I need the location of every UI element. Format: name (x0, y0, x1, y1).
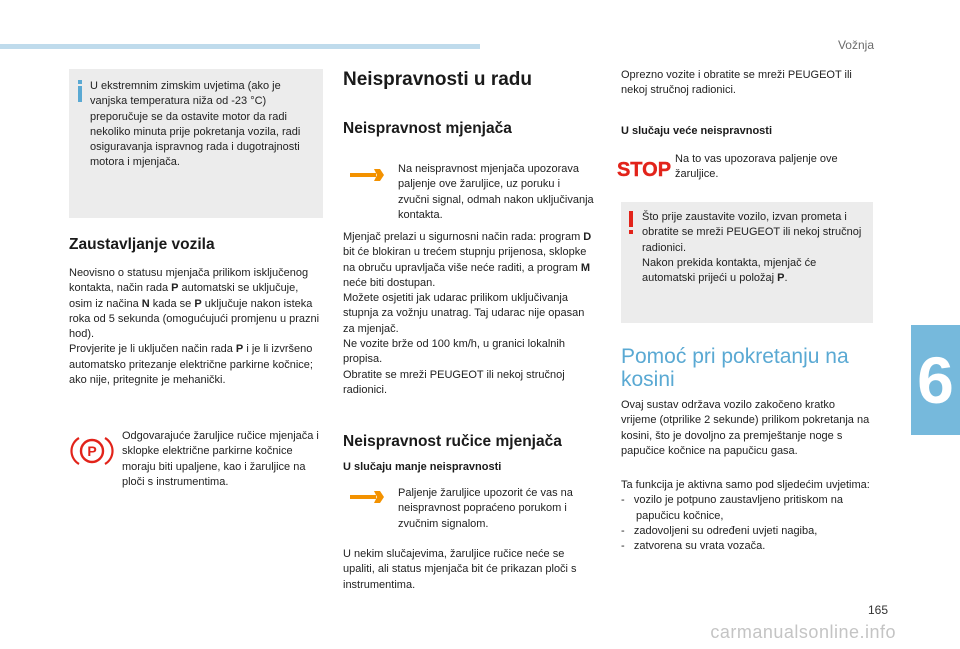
watermark: carmanualsonline.info (710, 622, 896, 642)
subheading-minor-fault: U slučaju manje neispravnosti (343, 461, 502, 473)
gearbox-paragraph: Mjenjač prelazi u sigurnosni način rada: program D bit će blokiran u trećem stupnju prijenosa, sklopke na obruču upravljača više neće raditi, a program M neće biti dostupan. Možete osjetiti jak udarac prilikom uključivanja stupnja za vožnju unatrag. Taj udarac nije opasan za mjenjač. Ne vozite brže od 100 km/h, u granici lokalnih propisa. Obratite se mreži PEUGEOT ili nekoj stručnoj radionici. (343, 231, 592, 396)
subheading-major-fault: U slučaju veće neispravnosti (621, 125, 773, 137)
stopping-paragraph: Neovisno o statusu mjenjača prilikom isključenog kontakta, način rada P automatski se uključuje, osim iz načina N kada se P uključuje nakon isteka roka od 5 sekunda (omogućujući promjenu u prazni hod). Provjerite je li uključen način rada P i je li izvršeno automatsko pritezanje električne parkirne kočnice; ako nije, pritegnite je mehanički. (69, 267, 320, 387)
header-bar (0, 44, 480, 49)
list-item: - zadovoljeni su određeni uvjeti nagiba, (621, 524, 818, 537)
stop-icon (616, 156, 672, 185)
lever-warning-text: Paljenje žaruljice upozorit će vas na neispravnost popraćeno porukom i zvučnim signalom. (398, 487, 573, 530)
intro-text: Oprezno vozite i obratite se mreži PEUGEOT ili nekoj stručnoj radionici. (621, 69, 852, 97)
lever-paragraph: U nekim slučajevima, žaruljice ručice neće se upaliti, ali status mjenjača bit će prikazan ploči s instrumentima. (343, 548, 577, 591)
page-number: 165 (867, 603, 888, 617)
parking-lights-text: Odgovarajuće žaruljice ručice mjenjača i sklopke električne parkirne kočnice moraju biti upaljene, kao i žaruljice na ploči s instrumentima. (122, 430, 319, 488)
list-item: - zatvorena su vrata vozača. (621, 540, 766, 553)
chapter-number-tab: 6 (911, 325, 960, 435)
exclamation-icon (627, 211, 635, 240)
chapter-title: Vožnja (837, 38, 874, 52)
section-heading-hill-start: Pomoć pri pokretanju na kosini (621, 345, 849, 391)
hill-start-paragraph: Ovaj sustav održava vozilo zakočeno kratko vrijeme (otprilike 2 sekunde) prilikom pokretanja na kosini, što je dovoljno za premještanje noge s papučice kočnice na papučicu gasa. (621, 399, 870, 457)
info-box-text: U ekstremnim zimskim uvjetima (ako je vanjska temperatura niža od -23 °C) preporučuje se da ostavite motor da radi nekoliko minuta prije pokretanja vozila, radi osiguravanja ispravnog rada i dugotrajnosti motora i mjenjača. (90, 80, 301, 169)
conditions-block: Ta funkcija je aktivna samo pod sljedećim uvjetima: - vozilo je potpuno zaustavljeno pritiskom na papučicu kočnice, - zadovoljeni su određeni uvjeti nagiba, - zatvorena su vrata vozača. (621, 478, 873, 554)
svg-text:STOP: STOP (616, 159, 672, 181)
page-title: Neispravnosti u radu (343, 69, 532, 90)
wrench-warning-icon (350, 490, 384, 509)
wrench-warning-icon (350, 168, 384, 187)
section-heading-stopping: Zaustavljanje vozila (69, 236, 215, 253)
parking-brake-icon (73, 434, 111, 473)
section-heading-gearbox: Neispravnost mjenjača (343, 120, 512, 137)
svg-text:P: P (87, 443, 97, 459)
section-heading-lever: Neispravnost ručice mjenjača (343, 433, 562, 450)
list-item: - vozilo je potpuno zaustavljeno pritiskom na papučicu kočnice, (621, 494, 843, 522)
info-icon (75, 80, 85, 107)
warning-box-text: Što prije zaustavite vozilo, izvan prometa i obratite se mreži PEUGEOT ili nekoj stručnoj radionici. Nakon prekida kontakta, mjenjač će automatski prijeći u položaj P. (642, 211, 862, 285)
stop-warning-text: Na to vas upozorava paljenje ove žaruljice. (675, 153, 838, 181)
gearbox-warning-text: Na neispravnost mjenjača upozorava paljenje ove žaruljice, uz poruku i zvučni signal, odmah nakon uključivanja kontakta. (398, 163, 594, 221)
